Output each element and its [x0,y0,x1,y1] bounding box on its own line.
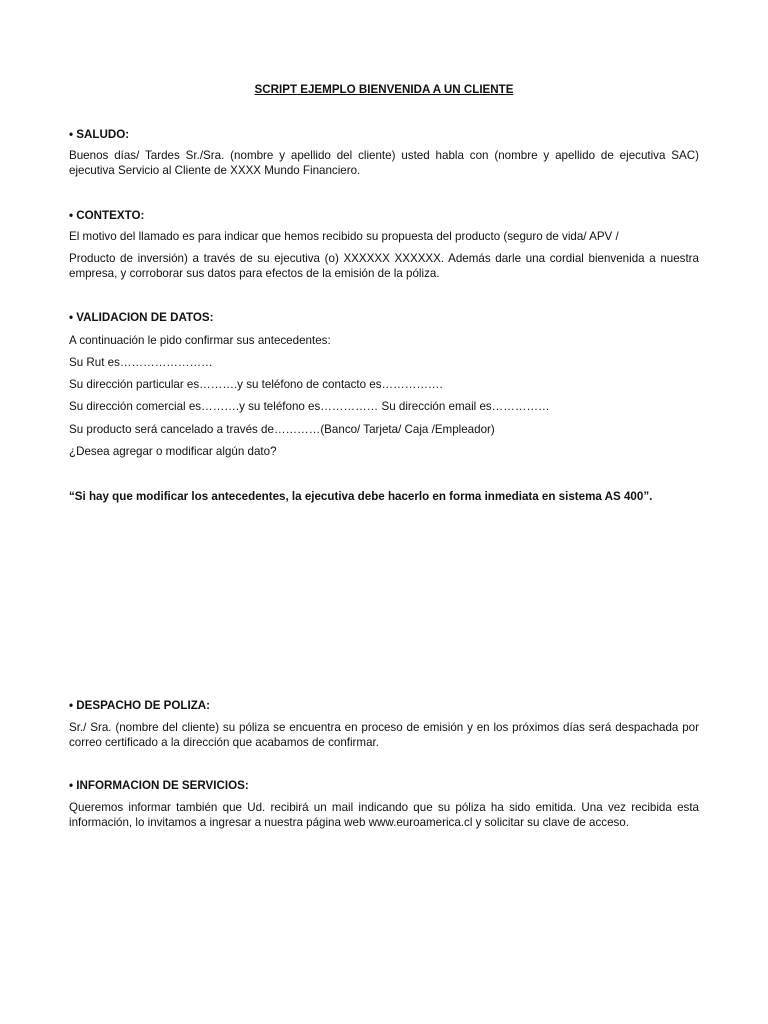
contexto-paragraph: Producto de inversión) a través de su ejecutiva (o) XXXXXX XXXXXX. Además darle una cordial bienvenida a nuestra empresa, y corroborar sus datos para efectos de la emisión de la póliza. [69,252,699,280]
validacion-line: ¿Desea agregar o modificar algún dato? [69,445,277,458]
section-heading-validacion: • VALIDACION DE DATOS: [69,311,214,324]
section-heading-despacho: • DESPACHO DE POLIZA: [69,699,211,712]
document-title: SCRIPT EJEMPLO BIENVENIDA A UN CLIENTE [254,83,514,96]
section-heading-contexto: • CONTEXTO: [69,209,145,222]
validacion-line: Su dirección particular es……….y su teléfono de contacto es……………. [69,378,443,391]
validacion-line: A continuación le pido confirmar sus antecedentes: [69,334,331,347]
informacion-paragraph: Queremos informar también que Ud. recibirá un mail indicando que su póliza ha sido emitida. Una vez recibida esta información, lo invitamos a ingresar a nuestra página web www.euroamerica.cl y solicitar su clave de acceso. [69,801,699,829]
validacion-line: Su Rut es…………………… [69,356,213,369]
despacho-paragraph: Sr./ Sra. (nombre del cliente) su póliza se encuentra en proceso de emisión y en los próximos días será despachada por correo certificado a la dirección que acabamos de confirmar. [69,721,699,749]
section-heading-informacion: • INFORMACION DE SERVICIOS: [69,779,249,792]
validacion-note: “Si hay que modificar los antecedentes, la ejecutiva debe hacerlo en forma inmediata en sistema AS 400”. [69,490,653,503]
section-heading-saludo: • SALUDO: [69,128,130,141]
validacion-line: Su producto será cancelado a través de…………(Banco/ Tarjeta/ Caja /Empleador) [69,423,495,436]
validacion-line: Su dirección comercial es……….y su teléfono es…………… Su dirección email es…………… [69,400,550,413]
saludo-paragraph: Buenos días/ Tardes Sr./Sra. (nombre y apellido del cliente) usted habla con (nombre y apellido de ejecutiva SAC) ejecutiva Servicio al Cliente de XXXX Mundo Financiero. [69,149,699,177]
contexto-line: El motivo del llamado es para indicar que hemos recibido su propuesta del producto (seguro de vida/ APV / [69,230,619,243]
